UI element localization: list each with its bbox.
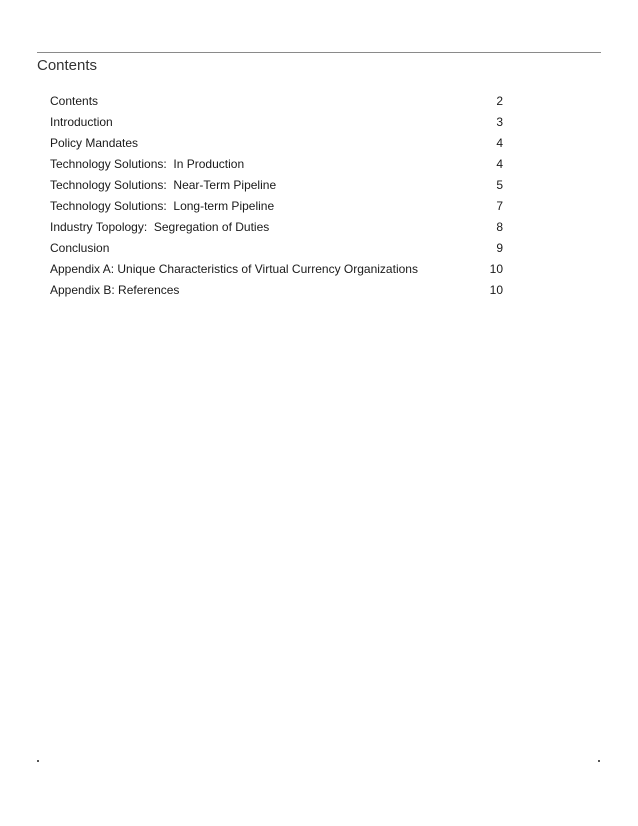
table-of-contents: [50, 91, 503, 301]
toc-entry-industry-topology[interactable]: [50, 217, 503, 238]
toc-entry-title: Appendix B: References: [50, 283, 180, 297]
toc-entry-title: Introduction: [50, 115, 113, 129]
toc-entry-title: Appendix A: Unique Characteristics of Virtual Currency Organizations: [50, 262, 418, 276]
toc-entry-page: 2: [496, 94, 503, 108]
toc-entry-appendix-b[interactable]: [50, 280, 503, 301]
header-rule: [37, 52, 601, 53]
toc-entry-page: 3: [496, 115, 503, 129]
toc-entry-contents[interactable]: [50, 91, 503, 112]
toc-entry-tech-near-term[interactable]: [50, 175, 503, 196]
toc-entry-policy-mandates[interactable]: [50, 133, 503, 154]
toc-entry-title: Contents: [50, 94, 99, 108]
page-title: Contents: [37, 57, 98, 74]
toc-entry-title: Conclusion: [50, 241, 110, 255]
toc-entry-page: 4: [496, 136, 503, 150]
footer-mark-left: [37, 760, 39, 762]
toc-entry-tech-in-production[interactable]: [50, 154, 503, 175]
toc-entry-page: 7: [496, 199, 503, 213]
footer-mark-right: [598, 760, 600, 762]
toc-entry-introduction[interactable]: [50, 112, 503, 133]
toc-entry-title: Technology Solutions: Near-Term Pipeline: [50, 178, 277, 192]
toc-entry-title: Policy Mandates: [50, 136, 139, 150]
toc-entry-page: 10: [489, 262, 503, 276]
toc-entry-page: 8: [496, 220, 503, 234]
toc-entry-title: Industry Topology: Segregation of Duties: [50, 220, 270, 234]
toc-entry-appendix-a[interactable]: [50, 259, 503, 280]
toc-entry-page: 5: [496, 178, 503, 192]
toc-entry-conclusion[interactable]: [50, 238, 503, 259]
toc-entry-tech-long-term[interactable]: [50, 196, 503, 217]
toc-entry-title: Technology Solutions: In Production: [50, 157, 245, 171]
toc-entry-title: Technology Solutions: Long-term Pipeline: [50, 199, 275, 213]
toc-entry-page: 9: [496, 241, 503, 255]
toc-entry-page: 10: [489, 283, 503, 297]
toc-entry-page: 4: [496, 157, 503, 171]
